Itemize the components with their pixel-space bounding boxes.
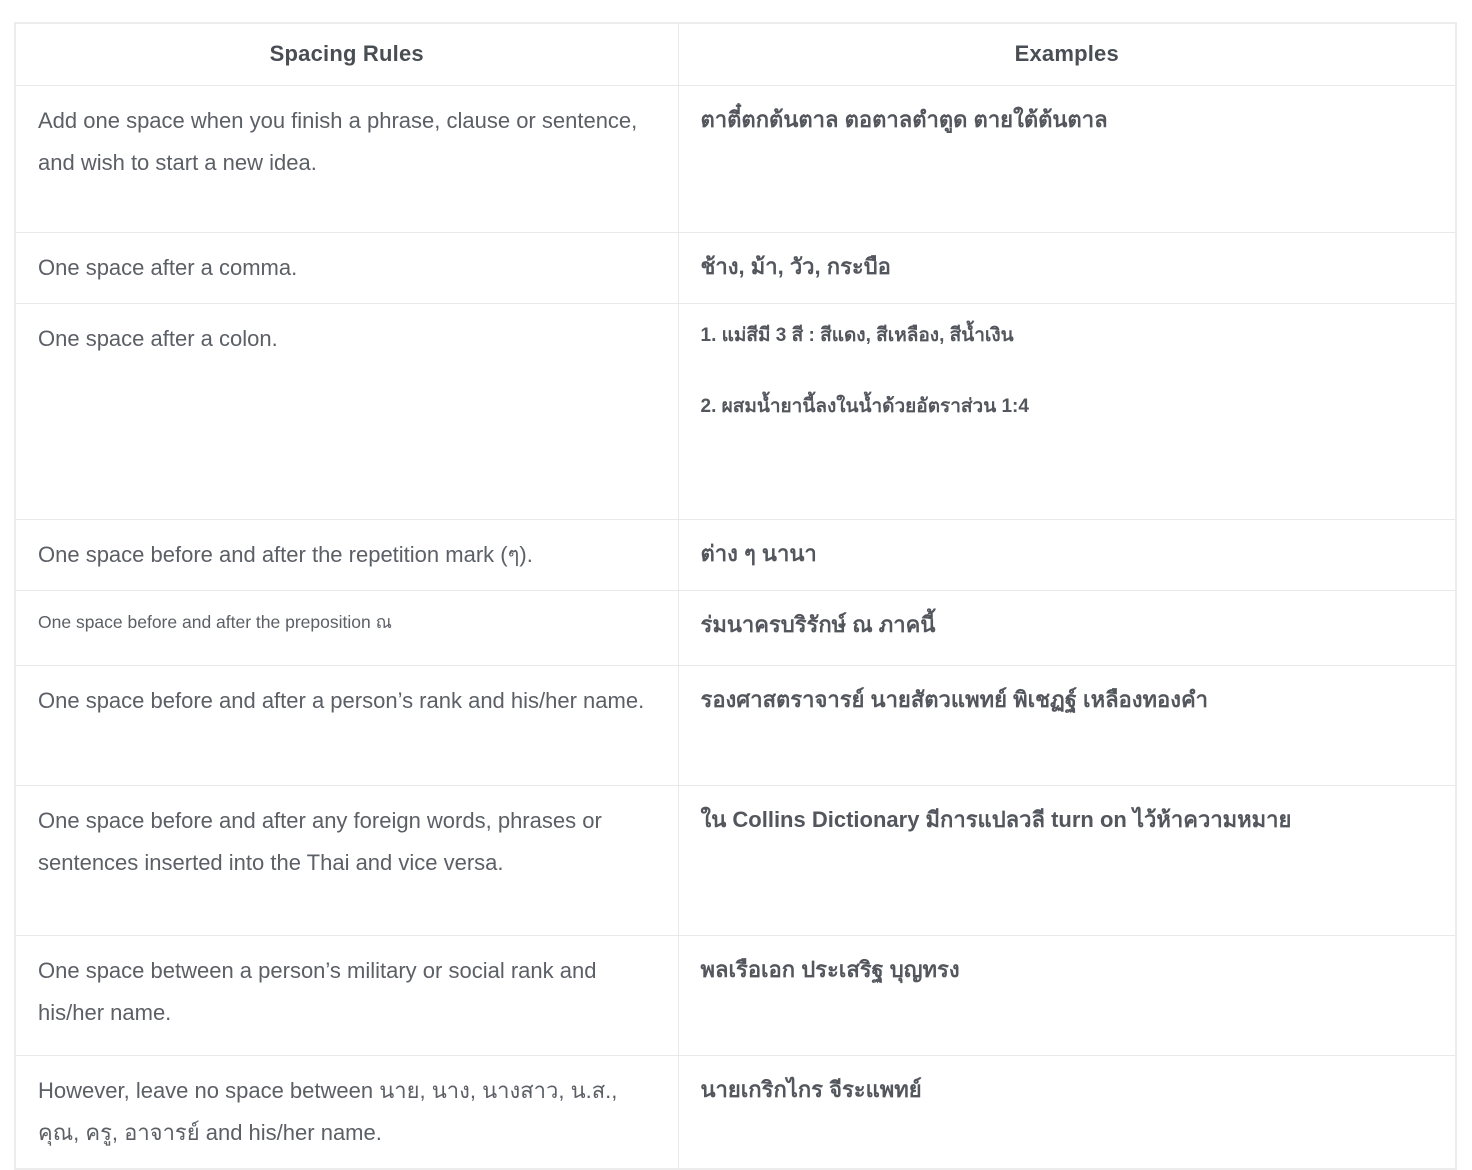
rule-cell: [15, 1055, 678, 1169]
table-row: [15, 232, 1456, 303]
rule-cell: [15, 232, 678, 303]
example-text: 1. แม่สีมี 3 สี : สีแดง, สีเหลือง, สีน้ำเงิน: [700, 324, 1014, 346]
rule-text: One space after a colon.: [38, 325, 278, 351]
table-row: [15, 590, 1456, 665]
example-text: ต่าง ๆ นานา: [700, 540, 817, 566]
example-cell: [678, 85, 1456, 232]
table-row: [15, 519, 1456, 590]
example-text: ช้าง, ม้า, วัว, กระบือ: [700, 253, 891, 279]
example-text: ตาตี๋ตกต้นตาล ตอตาลตำตูด ตายใต้ต้นตาล: [700, 106, 1108, 132]
example-cell: [678, 785, 1456, 935]
rule-cell: [15, 785, 678, 935]
rule-text: One space after a comma.: [38, 254, 298, 280]
table-row: [15, 935, 1456, 1055]
example-cell: [678, 935, 1456, 1055]
rule-cell: [15, 935, 678, 1055]
example-text: ใน Collins Dictionary มีการแปลวลี turn on ไว้ห้าความหมาย: [700, 806, 1292, 832]
spacing-rules-table: [14, 22, 1457, 1170]
rule-text: One space between a person’s military or social rank and his/her name.: [38, 957, 597, 1025]
column-header-examples: Examples: [678, 23, 1456, 85]
example-text: ร่มนาครบริรักษ์ ณ ภาคนี้: [700, 611, 936, 637]
rule-cell: [15, 85, 678, 232]
column-header-spacing-rules: Spacing Rules: [15, 23, 678, 85]
rule-text: Add one space when you finish a phrase, clause or sentence, and wish to start a new idea.: [38, 107, 638, 175]
table-row: [15, 85, 1456, 232]
example-cell: [678, 665, 1456, 785]
rule-text: One space before and after any foreign words, phrases or sentences inserted into the Thai and vice versa.: [38, 807, 602, 875]
rule-cell: [15, 303, 678, 519]
example-text: 2. ผสมน้ำยานี้ลงในน้ำด้วยอัตราส่วน 1:4: [700, 395, 1029, 417]
table-row: [15, 303, 1456, 519]
example-cell: [678, 519, 1456, 590]
header-row: [15, 23, 1456, 85]
rule-text: One space before and after the preposition ณ: [38, 611, 392, 632]
rule-cell: [15, 665, 678, 785]
rule-text: However, leave no space between นาย, นาง, นางสาว, น.ส., คุณ, ครู, อาจารย์ and his/her name.: [38, 1077, 618, 1145]
rule-cell: [15, 519, 678, 590]
rule-text: One space before and after the repetition mark (ๆ).: [38, 541, 533, 567]
rule-text: One space before and after a person’s rank and his/her name.: [38, 687, 645, 713]
example-cell: [678, 232, 1456, 303]
table-header: [15, 23, 1456, 85]
table-row: [15, 665, 1456, 785]
example-cell: [678, 590, 1456, 665]
example-cell: [678, 303, 1456, 519]
example-text: นายเกริกไกร จีระแพทย์: [700, 1076, 922, 1102]
example-cell: [678, 1055, 1456, 1169]
rule-cell: [15, 590, 678, 665]
table-body: [15, 85, 1456, 1169]
example-text: พลเรือเอก ประเสริฐ บุญทรง: [700, 956, 960, 982]
table-row: [15, 1055, 1456, 1169]
example-text: รองศาสตราจารย์ นายสัตวแพทย์ พิเชฏฐ์ เหลืองทองคำ: [700, 686, 1209, 712]
table-row: [15, 785, 1456, 935]
